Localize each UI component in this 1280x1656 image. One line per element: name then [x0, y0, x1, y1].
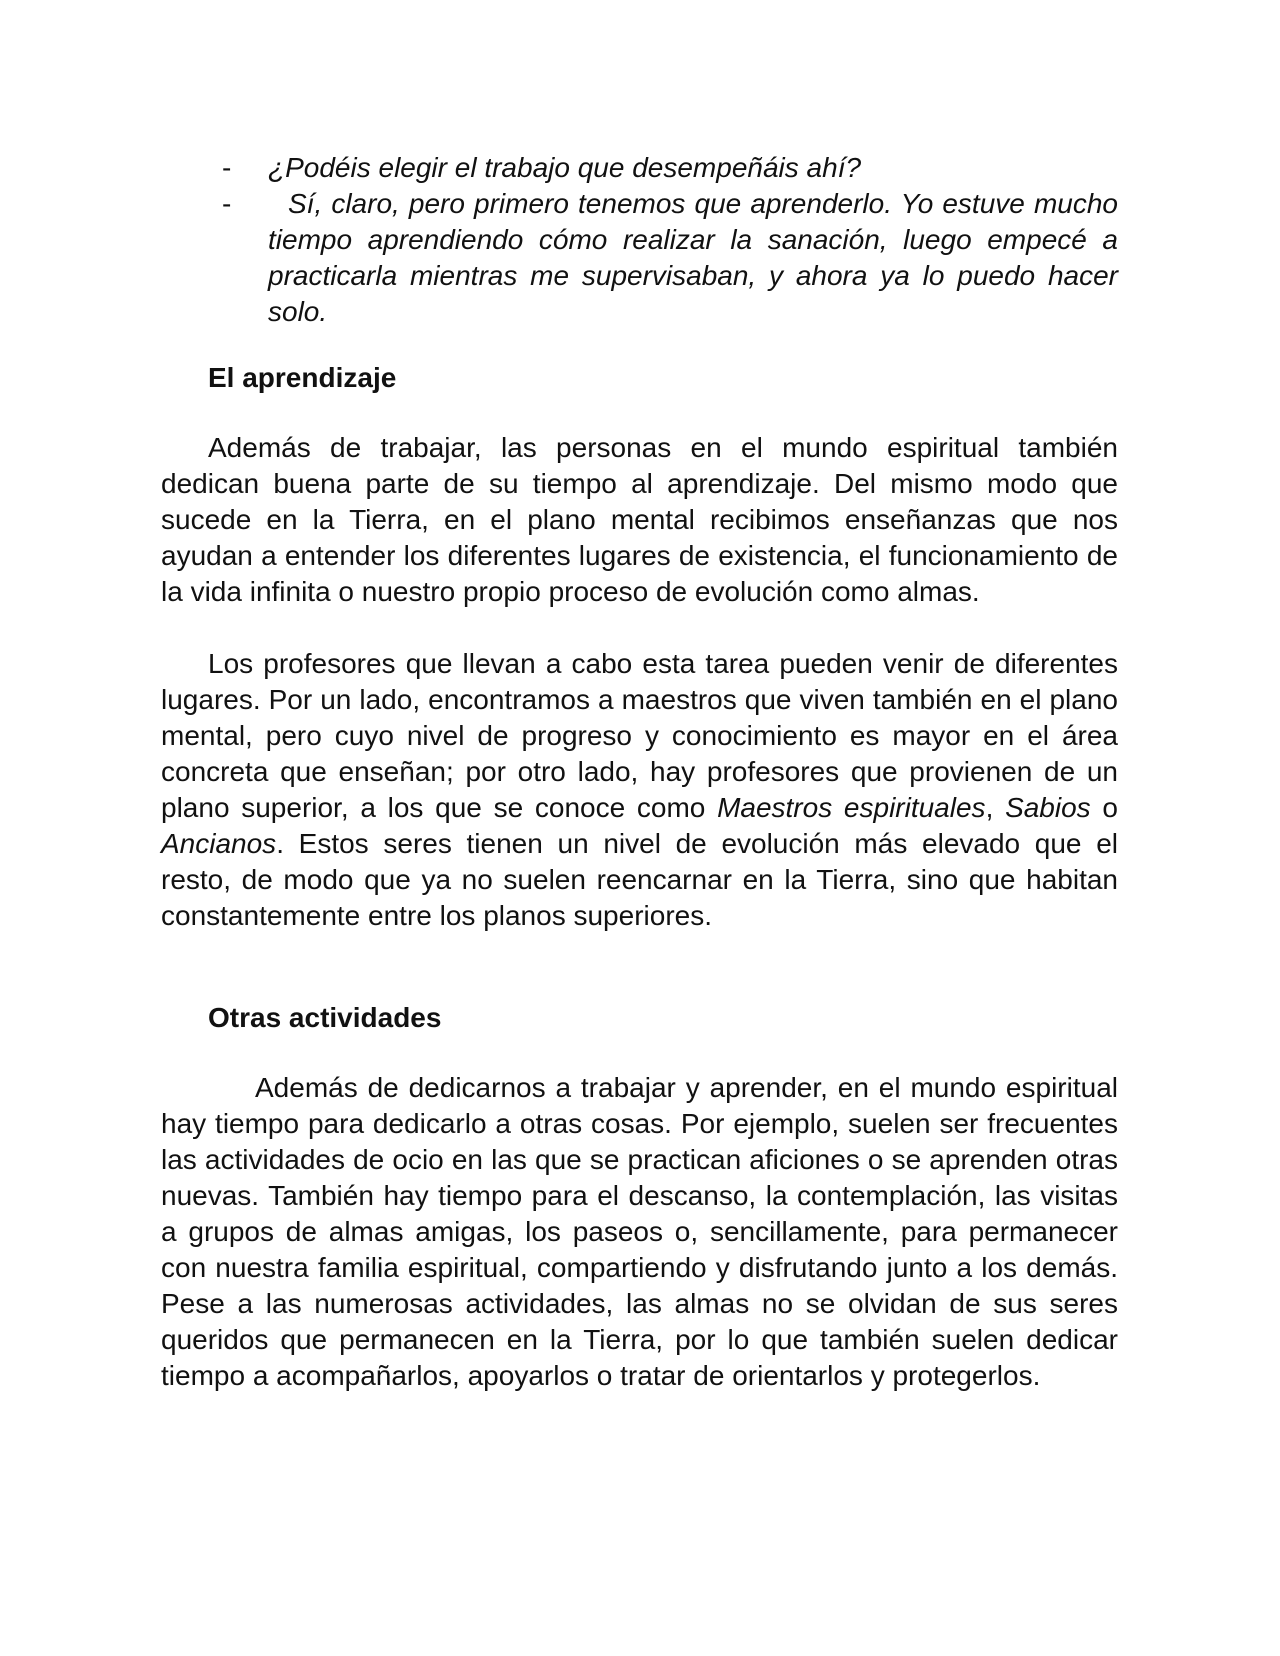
- term-sabios: Sabios: [1005, 792, 1091, 823]
- section-heading-aprendizaje: El aprendizaje: [208, 362, 397, 393]
- paragraph-text: . Estos seres tienen un nivel de evolución más elevado que el resto, de modo que ya no suelen reencarnar en la Tierra, sino que habitan constantemente entre los planos superiores.: [161, 828, 1118, 931]
- dialogue-answer-text: Sí, claro, pero primero tenemos que aprenderlo. Yo estuve mucho tiempo aprendiendo cómo realizar la sanación, luego empecé a practicarla mientras me supervisaban, y ahora ya lo puedo hacer solo.: [268, 188, 1118, 327]
- paragraph-text: Los profesores que llevan a cabo esta tarea pueden venir de diferentes lugares. Por un lado, encontramos a maestros que viven también en el plano mental, pero cuyo nivel de progreso y conocimiento es mayor en el área concreta que enseñan; por otro lado, hay profesores que provienen de un plano superior, a los que se conoce como: [161, 648, 1118, 823]
- separator-text: ,: [985, 792, 1006, 823]
- term-maestros-espirituales: Maestros espirituales: [717, 792, 986, 823]
- dialogue-answer: [222, 186, 1118, 330]
- term-ancianos: Ancianos: [161, 828, 277, 859]
- paragraph-aprendizaje-2: [161, 646, 1118, 934]
- separator-text: o: [1090, 792, 1118, 823]
- paragraph-aprendizaje-1: Además de trabajar, las personas en el mundo espiritual también dedican buena parte de su tiempo al aprendizaje. Del mismo modo que sucede en la Tierra, en el plano mental recibimos enseñanzas que nos ayudan a entender los diferentes lugares de existencia, el funcionamiento de la vida infinita o nuestro propio proceso de evolución como almas.: [161, 432, 1118, 607]
- section-heading-otras-actividades: Otras actividades: [208, 1002, 442, 1033]
- dialogue-list: [222, 150, 1118, 330]
- dialogue-dash: -: [222, 152, 232, 183]
- dialogue-dash: -: [222, 188, 232, 219]
- paragraph-otras-actividades: Además de dedicarnos a trabajar y aprender, en el mundo espiritual hay tiempo para dedicarlo a otras cosas. Por ejemplo, suelen ser frecuentes las actividades de ocio en las que se practican aficiones o se aprenden otras nuevas. También hay tiempo para el descanso, la contemplación, las visitas a grupos de almas amigas, los paseos o, sencillamente, para permanecer con nuestra familia espiritual, compartiendo y disfrutando junto a los demás. Pese a las numerosas actividades, las almas no se olvidan de sus seres queridos que permanecen en la Tierra, por lo que también suelen dedicar tiempo a acompañarlos, apoyarlos o tratar de orientarlos y protegerlos.: [161, 1072, 1118, 1391]
- dialogue-question-text: ¿Podéis elegir el trabajo que desempeñáis ahí?: [268, 152, 862, 183]
- dialogue-question: [222, 150, 1118, 186]
